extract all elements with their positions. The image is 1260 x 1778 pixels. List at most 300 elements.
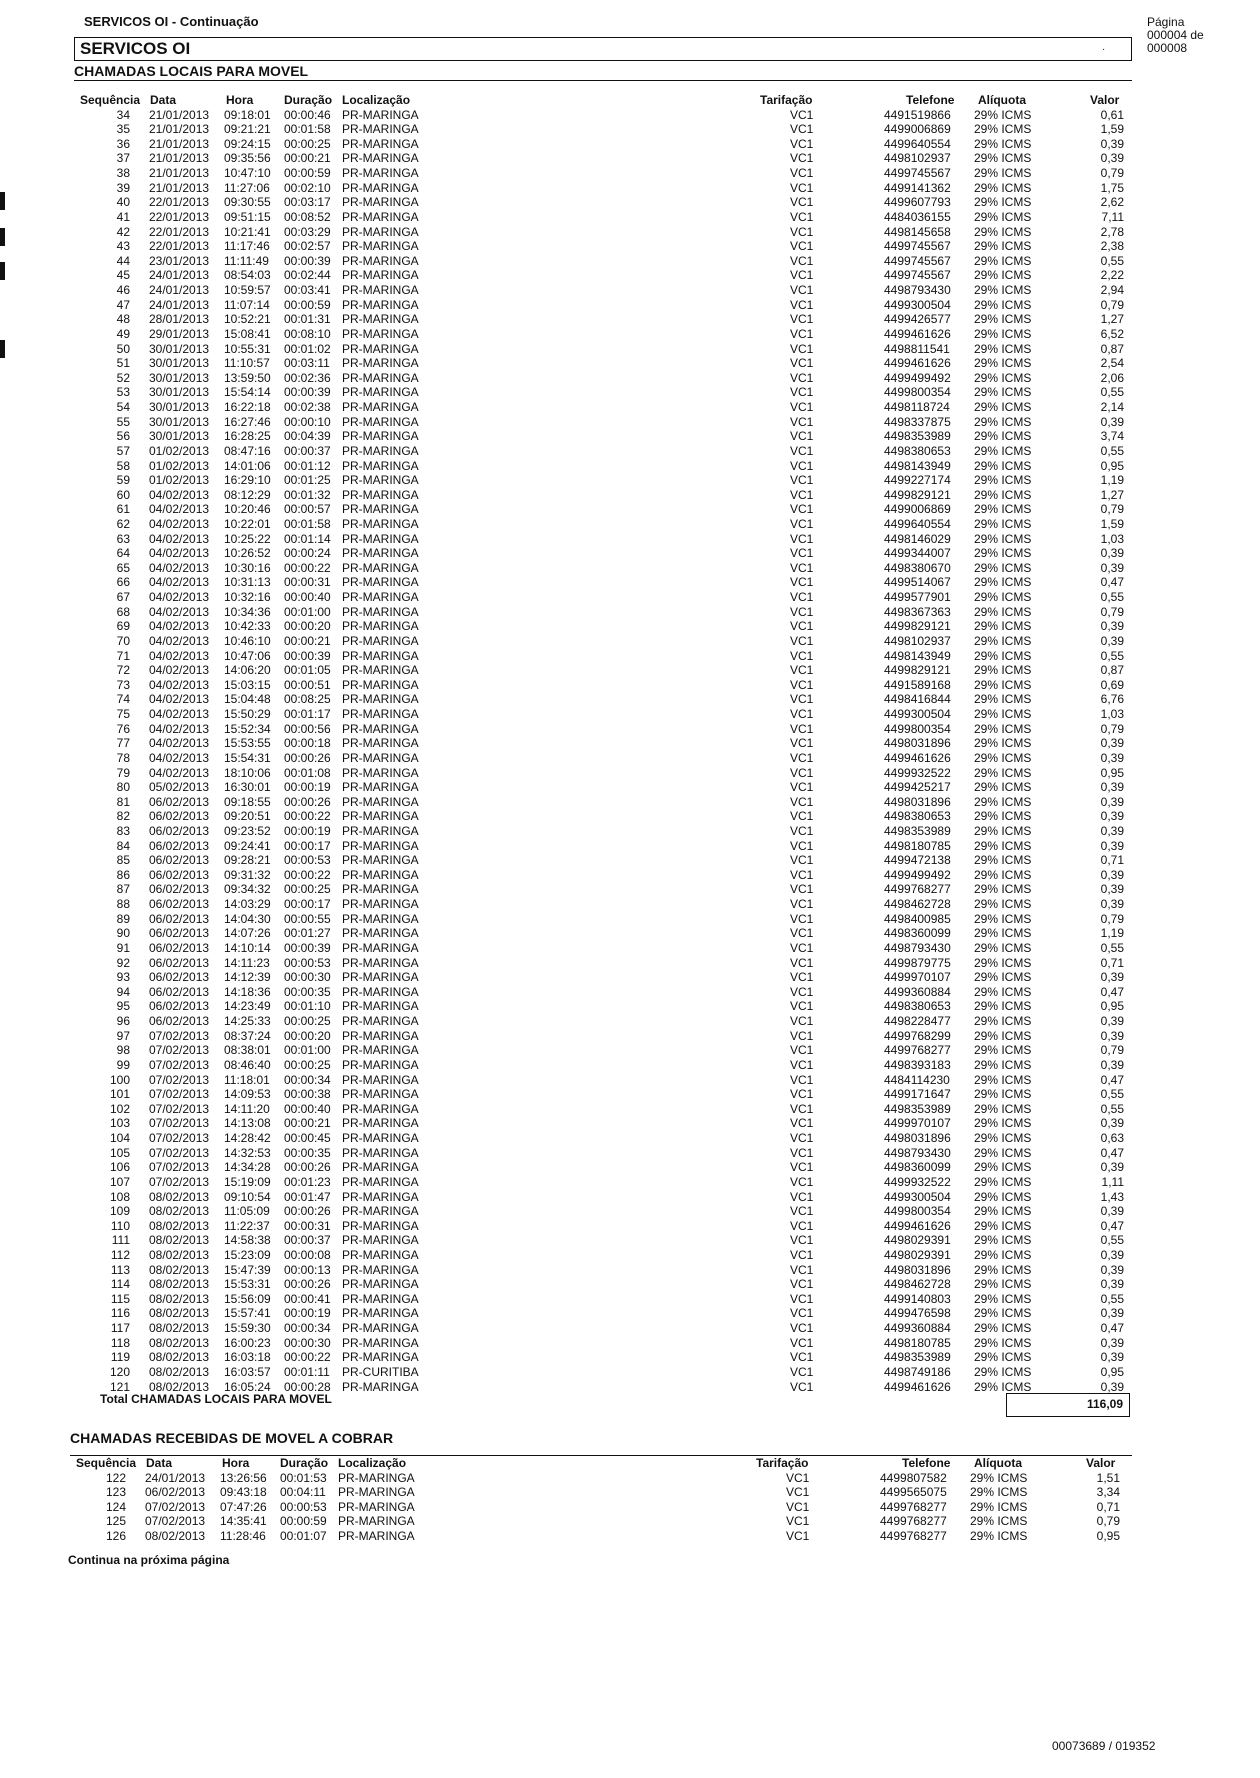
cell-time: 14:11:23 bbox=[224, 955, 270, 970]
cell-time: 14:06:20 bbox=[224, 663, 271, 678]
cell-phone: 4499227174 bbox=[884, 473, 951, 488]
cell-value: 0,39 bbox=[1100, 136, 1124, 151]
cell-location: PR-MARINGA bbox=[342, 867, 419, 882]
cell-value: 1,03 bbox=[1100, 707, 1124, 722]
cell-sequence: 49 bbox=[116, 326, 130, 341]
cell-tariff: VC1 bbox=[790, 794, 814, 809]
page-total: 000008 bbox=[1147, 41, 1188, 55]
cell-sequence: 105 bbox=[109, 1145, 130, 1160]
cell-tax-rate: 29% ICMS bbox=[974, 268, 1032, 283]
cell-phone: 4499360884 bbox=[884, 984, 951, 999]
cell-tariff: VC1 bbox=[790, 1379, 814, 1394]
table-row bbox=[0, 1160, 1260, 1175]
cell-location: PR-MARINGA bbox=[342, 400, 419, 415]
cell-phone: 4499768277 bbox=[880, 1514, 947, 1529]
cell-value: 0,39 bbox=[1100, 1204, 1124, 1219]
cell-sequence: 85 bbox=[116, 853, 130, 868]
cell-date: 08/02/2013 bbox=[145, 1529, 206, 1544]
cell-phone: 4499829121 bbox=[884, 619, 951, 634]
cell-date: 08/02/2013 bbox=[149, 1247, 210, 1262]
cell-tariff: VC1 bbox=[790, 940, 814, 955]
cell-tariff: VC1 bbox=[790, 1160, 814, 1175]
cell-phone: 4499879775 bbox=[884, 955, 951, 970]
cell-date: 04/02/2013 bbox=[149, 692, 210, 707]
cell-tax-rate: 29% ICMS bbox=[974, 1204, 1032, 1219]
cell-date: 06/02/2013 bbox=[149, 940, 210, 955]
cell-value: 0,47 bbox=[1100, 984, 1124, 999]
cell-value: 0,79 bbox=[1100, 1043, 1124, 1058]
cell-sequence: 98 bbox=[116, 1043, 130, 1058]
cell-sequence: 39 bbox=[116, 180, 130, 195]
cell-phone: 4498380653 bbox=[884, 443, 951, 458]
cell-location: PR-MARINGA bbox=[342, 824, 419, 838]
cell-tax-rate: 29% ICMS bbox=[974, 999, 1032, 1014]
table-row bbox=[0, 1248, 1260, 1263]
column-header-valor: Valor bbox=[1090, 93, 1120, 107]
cell-duration: 00:08:10 bbox=[284, 326, 331, 341]
cell-date: 08/02/2013 bbox=[149, 1350, 210, 1365]
cell-tax-rate: 29% ICMS bbox=[974, 531, 1032, 546]
table-row bbox=[0, 619, 1260, 634]
cell-tax-rate: 29% ICMS bbox=[974, 1321, 1032, 1336]
cell-duration: 00:00:59 bbox=[284, 297, 331, 312]
cell-tax-rate: 29% ICMS bbox=[974, 458, 1032, 473]
cell-location: PR-MARINGA bbox=[342, 940, 419, 955]
cell-tariff: VC1 bbox=[786, 1499, 810, 1514]
cell-location: PR-MARINGA bbox=[338, 1514, 415, 1529]
table-row bbox=[0, 795, 1260, 810]
cell-time: 11:27:06 bbox=[224, 180, 270, 195]
cell-phone: 4499829121 bbox=[884, 663, 951, 678]
cell-value: 0,39 bbox=[1100, 1306, 1124, 1321]
cell-value: 0,71 bbox=[1100, 853, 1124, 868]
cell-date: 08/02/2013 bbox=[149, 1379, 210, 1394]
cell-date: 06/02/2013 bbox=[149, 911, 210, 926]
cell-sequence: 76 bbox=[116, 721, 130, 736]
cell-phone: 4499800354 bbox=[884, 385, 951, 400]
cell-time: 09:51:15 bbox=[224, 209, 271, 224]
cell-location: PR-MARINGA bbox=[342, 224, 419, 239]
cell-time: 15:23:09 bbox=[224, 1247, 271, 1262]
cell-phone: 4499745567 bbox=[884, 253, 951, 268]
cell-value: 0,39 bbox=[1100, 970, 1124, 985]
cell-date: 01/02/2013 bbox=[149, 458, 210, 473]
cell-time: 10:34:36 bbox=[224, 604, 271, 619]
cell-tax-rate: 29% ICMS bbox=[974, 824, 1032, 838]
cell-location: PR-MARINGA bbox=[342, 1335, 419, 1350]
table-row bbox=[0, 1087, 1260, 1102]
cell-duration: 00:00:22 bbox=[284, 867, 331, 882]
cell-duration: 00:00:22 bbox=[284, 1350, 331, 1365]
cell-date: 04/02/2013 bbox=[149, 736, 210, 751]
cell-value: 0,71 bbox=[1100, 955, 1124, 970]
cell-value: 0,39 bbox=[1100, 1262, 1124, 1277]
cell-phone: 4498793430 bbox=[884, 1145, 951, 1160]
cell-tax-rate: 29% ICMS bbox=[974, 809, 1032, 824]
cell-duration: 00:01:00 bbox=[284, 604, 331, 619]
cell-value: 0,47 bbox=[1100, 1218, 1124, 1233]
cell-sequence: 107 bbox=[109, 1174, 130, 1189]
cell-tariff: VC1 bbox=[790, 224, 814, 239]
cell-sequence: 68 bbox=[116, 604, 130, 619]
cell-time: 07:47:26 bbox=[220, 1499, 267, 1514]
cell-date: 07/02/2013 bbox=[149, 1101, 210, 1116]
cell-phone: 4498749186 bbox=[884, 1364, 951, 1379]
cell-tax-rate: 29% ICMS bbox=[974, 429, 1032, 444]
cell-duration: 00:00:37 bbox=[284, 1233, 331, 1248]
cell-sequence: 48 bbox=[116, 312, 130, 327]
cell-location: PR-MARINGA bbox=[342, 283, 419, 298]
cell-sequence: 74 bbox=[116, 692, 130, 707]
cell-phone: 4499300504 bbox=[884, 1189, 951, 1204]
cell-sequence: 109 bbox=[109, 1204, 130, 1219]
cell-duration: 00:00:31 bbox=[284, 575, 331, 590]
table-row bbox=[0, 1529, 1256, 1544]
cell-tax-rate: 29% ICMS bbox=[974, 867, 1032, 882]
cell-sequence: 58 bbox=[116, 458, 130, 473]
cell-tariff: VC1 bbox=[790, 707, 814, 722]
cell-value: 0,79 bbox=[1100, 604, 1124, 619]
cell-tax-rate: 29% ICMS bbox=[974, 253, 1032, 268]
cell-location: PR-MARINGA bbox=[342, 604, 419, 619]
cell-phone: 4499461626 bbox=[884, 1379, 951, 1394]
cell-value: 3,74 bbox=[1100, 429, 1124, 444]
cell-duration: 00:01:32 bbox=[284, 487, 331, 502]
cell-location: PR-MARINGA bbox=[342, 356, 419, 371]
column-header-hora: Hora bbox=[222, 1456, 250, 1470]
cell-date: 30/01/2013 bbox=[149, 400, 210, 415]
cell-sequence: 88 bbox=[116, 897, 130, 912]
cell-duration: 00:00:39 bbox=[284, 648, 331, 663]
cell-date: 06/02/2013 bbox=[149, 794, 210, 809]
cell-location: PR-MARINGA bbox=[342, 1306, 419, 1321]
table-row bbox=[0, 1233, 1260, 1248]
cell-location: PR-MARINGA bbox=[342, 1116, 419, 1131]
table-row bbox=[0, 912, 1260, 927]
cell-sequence: 117 bbox=[110, 1321, 130, 1336]
cell-tax-rate: 29% ICMS bbox=[974, 341, 1032, 356]
cell-date: 21/01/2013 bbox=[149, 122, 210, 137]
section2-title: CHAMADAS RECEBIDAS DE MOVEL A COBRAR bbox=[70, 1430, 394, 1446]
table-row bbox=[0, 268, 1260, 283]
cell-value: 0,39 bbox=[1100, 794, 1124, 809]
cell-date: 06/02/2013 bbox=[149, 955, 210, 970]
cell-tariff: VC1 bbox=[790, 560, 814, 575]
cell-duration: 00:00:46 bbox=[284, 107, 331, 122]
cell-tax-rate: 29% ICMS bbox=[974, 1131, 1032, 1146]
cell-phone: 4499472138 bbox=[884, 853, 951, 868]
cell-date: 04/02/2013 bbox=[149, 502, 210, 517]
cell-date: 08/02/2013 bbox=[149, 1204, 210, 1219]
table-row bbox=[0, 356, 1260, 371]
cell-tariff: VC1 bbox=[790, 619, 814, 634]
cell-tariff: VC1 bbox=[790, 1277, 814, 1292]
cell-tax-rate: 29% ICMS bbox=[974, 1350, 1032, 1365]
cell-tariff: VC1 bbox=[790, 136, 814, 151]
cell-tariff: VC1 bbox=[790, 809, 814, 824]
cell-tariff: VC1 bbox=[790, 180, 814, 195]
cell-phone: 4498118724 bbox=[884, 400, 950, 415]
cell-location: PR-MARINGA bbox=[342, 487, 419, 502]
cell-value: 1,27 bbox=[1100, 312, 1124, 327]
table-row bbox=[0, 327, 1260, 342]
cell-date: 01/02/2013 bbox=[149, 443, 210, 458]
cell-duration: 00:00:51 bbox=[284, 677, 331, 692]
cell-sequence: 65 bbox=[116, 560, 130, 575]
cell-phone: 4499006869 bbox=[884, 502, 951, 517]
cell-location: PR-MARINGA bbox=[342, 1189, 419, 1204]
cell-tax-rate: 29% ICMS bbox=[974, 1189, 1032, 1204]
cell-duration: 00:02:38 bbox=[284, 400, 331, 415]
table-row bbox=[0, 1146, 1260, 1161]
cell-date: 07/02/2013 bbox=[145, 1514, 206, 1529]
cell-date: 05/02/2013 bbox=[149, 780, 210, 795]
cell-phone: 4499745567 bbox=[884, 268, 951, 283]
cell-time: 10:59:57 bbox=[224, 283, 271, 298]
table-row bbox=[0, 853, 1260, 868]
cell-tariff: VC1 bbox=[790, 1262, 814, 1277]
cell-location: PR-MARINGA bbox=[342, 136, 419, 151]
cell-value: 0,79 bbox=[1096, 1514, 1120, 1529]
table-row bbox=[0, 1102, 1260, 1117]
cell-tariff: VC1 bbox=[790, 356, 814, 371]
cell-sequence: 54 bbox=[116, 400, 130, 415]
cell-time: 10:20:46 bbox=[224, 502, 271, 517]
cell-duration: 00:00:22 bbox=[284, 809, 331, 824]
cell-phone: 4498462728 bbox=[884, 1277, 951, 1292]
cell-duration: 00:01:14 bbox=[284, 531, 331, 546]
cell-value: 0,55 bbox=[1100, 385, 1124, 400]
table-row bbox=[0, 342, 1260, 357]
cell-location: PR-MARINGA bbox=[342, 122, 419, 137]
cell-phone: 4499300504 bbox=[884, 297, 951, 312]
cell-tax-rate: 29% ICMS bbox=[974, 151, 1032, 166]
cell-time: 11:05:09 bbox=[224, 1204, 270, 1219]
cell-time: 11:28:46 bbox=[220, 1529, 266, 1544]
table-row bbox=[0, 166, 1260, 181]
cell-tax-rate: 29% ICMS bbox=[974, 1116, 1032, 1131]
cell-duration: 00:00:08 bbox=[284, 1247, 331, 1262]
table-row bbox=[0, 371, 1260, 386]
cell-tariff: VC1 bbox=[790, 604, 814, 619]
cell-date: 06/02/2013 bbox=[149, 897, 210, 912]
cell-duration: 00:00:31 bbox=[284, 1218, 331, 1233]
table-row bbox=[0, 941, 1260, 956]
cell-location: PR-MARINGA bbox=[342, 1145, 419, 1160]
cell-tax-rate: 29% ICMS bbox=[970, 1529, 1028, 1544]
cell-tariff: VC1 bbox=[790, 516, 814, 531]
cell-phone: 4499171647 bbox=[884, 1087, 951, 1102]
cell-location: PR-MARINGA bbox=[338, 1529, 415, 1544]
cell-phone: 4498029391 bbox=[884, 1247, 951, 1262]
cell-time: 11:10:57 bbox=[224, 356, 270, 371]
table-row bbox=[0, 1471, 1256, 1486]
cell-date: 04/02/2013 bbox=[149, 560, 210, 575]
cell-time: 10:32:16 bbox=[224, 590, 271, 605]
cell-sequence: 34 bbox=[116, 107, 130, 122]
cell-sequence: 89 bbox=[116, 911, 130, 926]
cell-location: PR-MARINGA bbox=[342, 1233, 419, 1248]
column-header-seq: Sequência bbox=[76, 1456, 137, 1470]
cell-phone: 4484036155 bbox=[884, 209, 951, 224]
table-row bbox=[0, 532, 1260, 547]
column-header-tarif: Tarifação bbox=[756, 1456, 809, 1470]
cell-value: 0,55 bbox=[1100, 1101, 1124, 1116]
cell-sequence: 70 bbox=[116, 633, 130, 648]
cell-sequence: 69 bbox=[116, 619, 130, 634]
cell-sequence: 59 bbox=[116, 473, 130, 488]
cell-tariff: VC1 bbox=[790, 1350, 814, 1365]
cell-duration: 00:00:39 bbox=[284, 385, 331, 400]
cell-value: 0,39 bbox=[1100, 1057, 1124, 1072]
cell-date: 04/02/2013 bbox=[149, 590, 210, 605]
cell-value: 1,43 bbox=[1100, 1189, 1124, 1204]
cell-sequence: 94 bbox=[116, 984, 130, 999]
cell-location: PR-MARINGA bbox=[338, 1470, 415, 1485]
cell-location: PR-MARINGA bbox=[342, 531, 419, 546]
page-info bbox=[1147, 16, 1257, 55]
cell-value: 1,11 bbox=[1101, 1174, 1124, 1189]
table-row bbox=[0, 210, 1260, 225]
cell-sequence: 104 bbox=[109, 1131, 130, 1146]
cell-phone: 4499476598 bbox=[884, 1306, 951, 1321]
cell-sequence: 63 bbox=[116, 531, 130, 546]
cell-tax-rate: 29% ICMS bbox=[974, 516, 1032, 531]
cell-value: 0,39 bbox=[1100, 838, 1124, 853]
cell-tax-rate: 29% ICMS bbox=[974, 312, 1032, 327]
cell-sequence: 62 bbox=[116, 516, 130, 531]
cell-phone: 4498180785 bbox=[884, 838, 951, 853]
cell-date: 06/02/2013 bbox=[149, 984, 210, 999]
cell-duration: 00:00:26 bbox=[284, 750, 331, 765]
cell-sequence: 73 bbox=[116, 677, 130, 692]
cell-tariff: VC1 bbox=[790, 824, 814, 838]
cell-duration: 00:00:25 bbox=[284, 1057, 331, 1072]
cell-time: 10:21:41 bbox=[224, 224, 271, 239]
cell-sequence: 56 bbox=[116, 429, 130, 444]
cell-location: PR-MARINGA bbox=[342, 297, 419, 312]
cell-duration: 00:00:13 bbox=[284, 1262, 331, 1277]
cell-date: 30/01/2013 bbox=[149, 370, 210, 385]
cell-date: 07/02/2013 bbox=[145, 1499, 206, 1514]
cell-duration: 00:00:45 bbox=[284, 1131, 331, 1146]
cell-tax-rate: 29% ICMS bbox=[970, 1499, 1028, 1514]
cell-phone: 4499140803 bbox=[884, 1291, 951, 1306]
cell-phone: 4499461626 bbox=[884, 1218, 951, 1233]
cell-duration: 00:00:40 bbox=[284, 590, 331, 605]
cell-value: 0,79 bbox=[1100, 166, 1124, 181]
cell-phone: 4498811541 bbox=[884, 341, 950, 356]
table-header-row bbox=[0, 1456, 1256, 1471]
cell-value: 0,69 bbox=[1100, 677, 1124, 692]
cell-date: 21/01/2013 bbox=[149, 180, 210, 195]
cell-date: 07/02/2013 bbox=[149, 1160, 210, 1175]
cell-date: 06/02/2013 bbox=[149, 926, 210, 941]
cell-value: 6,52 bbox=[1100, 326, 1124, 341]
cell-tax-rate: 29% ICMS bbox=[974, 590, 1032, 605]
cell-duration: 00:00:53 bbox=[280, 1499, 327, 1514]
cell-location: PR-MARINGA bbox=[342, 911, 419, 926]
cell-duration: 00:00:35 bbox=[284, 1145, 331, 1160]
cell-date: 08/02/2013 bbox=[149, 1306, 210, 1321]
cell-time: 08:38:01 bbox=[224, 1043, 271, 1058]
cell-tax-rate: 29% ICMS bbox=[974, 195, 1032, 210]
cell-value: 0,55 bbox=[1100, 253, 1124, 268]
table-row bbox=[0, 1219, 1260, 1234]
cell-time: 11:22:37 bbox=[224, 1218, 270, 1233]
cell-time: 10:30:16 bbox=[224, 560, 271, 575]
cell-time: 15:56:09 bbox=[224, 1291, 271, 1306]
section1-title: CHAMADAS LOCAIS PARA MOVEL bbox=[74, 63, 309, 79]
cell-phone: 4499807582 bbox=[880, 1470, 947, 1485]
cell-time: 10:55:31 bbox=[224, 341, 271, 356]
page-label: Página bbox=[1147, 15, 1185, 29]
cell-duration: 00:04:39 bbox=[284, 429, 331, 444]
cell-sequence: 114 bbox=[110, 1277, 130, 1292]
cell-duration: 00:00:26 bbox=[284, 794, 331, 809]
table-row bbox=[0, 663, 1260, 678]
cell-phone: 4499640554 bbox=[884, 516, 951, 531]
cell-date: 24/01/2013 bbox=[149, 268, 210, 283]
table-row bbox=[0, 751, 1260, 766]
cell-phone: 4499461626 bbox=[884, 356, 951, 371]
cell-tariff: VC1 bbox=[790, 1306, 814, 1321]
cell-tariff: VC1 bbox=[790, 268, 814, 283]
cell-phone: 4498353989 bbox=[884, 1101, 951, 1116]
cell-location: PR-MARINGA bbox=[342, 326, 419, 341]
cell-value: 0,39 bbox=[1100, 809, 1124, 824]
cell-time: 09:18:55 bbox=[224, 794, 271, 809]
table-row bbox=[0, 283, 1260, 298]
cell-phone: 4498360099 bbox=[884, 1160, 951, 1175]
cell-location: PR-MARINGA bbox=[342, 1131, 419, 1146]
cell-time: 10:42:33 bbox=[224, 619, 271, 634]
cell-location: PR-MARINGA bbox=[342, 1350, 419, 1365]
cell-tariff: VC1 bbox=[790, 1335, 814, 1350]
table-row bbox=[0, 1131, 1260, 1146]
table-row bbox=[0, 649, 1260, 664]
cell-phone: 4498353989 bbox=[884, 824, 951, 838]
cell-tax-rate: 29% ICMS bbox=[974, 136, 1032, 151]
cell-duration: 00:01:58 bbox=[284, 516, 331, 531]
cell-sequence: 81 bbox=[116, 794, 130, 809]
table-row bbox=[0, 1043, 1260, 1058]
cell-sequence: 121 bbox=[109, 1379, 130, 1394]
cell-duration: 00:00:35 bbox=[284, 984, 331, 999]
cell-tariff: VC1 bbox=[790, 341, 814, 356]
cell-time: 16:27:46 bbox=[224, 414, 271, 429]
table-row bbox=[0, 239, 1260, 254]
cell-location: PR-MARINGA bbox=[342, 1072, 419, 1087]
cell-date: 04/02/2013 bbox=[149, 633, 210, 648]
cell-time: 15:52:34 bbox=[224, 721, 271, 736]
cell-tax-rate: 29% ICMS bbox=[974, 370, 1032, 385]
cell-tax-rate: 29% ICMS bbox=[974, 180, 1032, 195]
cell-location: PR-MARINGA bbox=[342, 312, 419, 327]
table-row bbox=[0, 1058, 1260, 1073]
cell-duration: 00:00:37 bbox=[284, 443, 331, 458]
cell-phone: 4498353989 bbox=[884, 1350, 951, 1365]
cell-tariff: VC1 bbox=[790, 122, 814, 137]
cell-duration: 00:01:31 bbox=[284, 312, 331, 327]
cell-time: 14:18:36 bbox=[224, 984, 271, 999]
cell-value: 0,87 bbox=[1100, 663, 1124, 678]
cell-location: PR-MARINGA bbox=[342, 926, 419, 941]
cell-value: 0,39 bbox=[1100, 1160, 1124, 1175]
cell-time: 09:10:54 bbox=[224, 1189, 271, 1204]
cell-location: PR-MARINGA bbox=[342, 955, 419, 970]
cell-date: 06/02/2013 bbox=[149, 882, 210, 897]
